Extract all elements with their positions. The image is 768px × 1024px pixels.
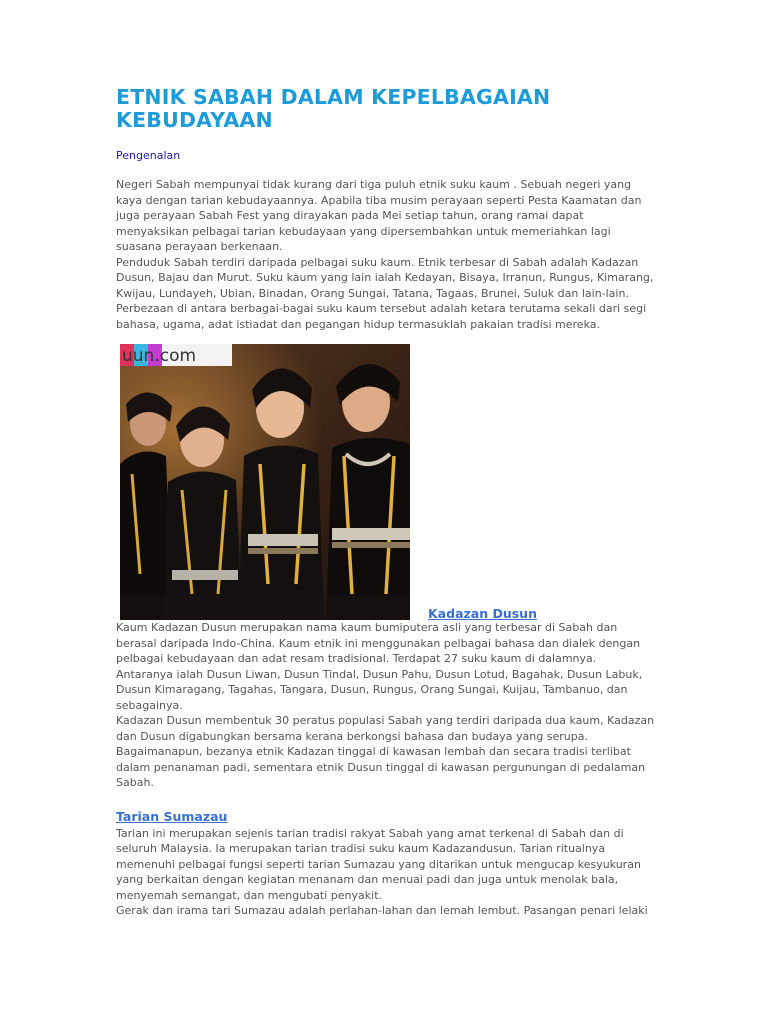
intro-section (116, 177, 656, 332)
dancers-photo (120, 344, 410, 620)
sumazau-paragraph: Gerak dan irama tari Sumazau adalah perlahan-lahan dan lemah lembut. Pasangan penari lelaki (116, 904, 648, 917)
intro-paragraph: Negeri Sabah mempunyai tidak kurang dari tiga puluh etnik suku kaum . Sebuah negeri yang kaya dengan tarian kebudayaannya. Apabila tiba musim perayaan seperti Pesta Kaamatan dan juga perayaan Sabah Fest yang dirayakan pada Mei setiap tahun, orang ramai dapat menyaksikan pelbagai tarian kebudayaan yang dipersembahkan untuk memeriahkan lagi suasana perayaan berkenaan. (116, 178, 642, 253)
tarian-sumazau-link[interactable]: Tarian Sumazau (116, 808, 228, 824)
page-title: ETNIK SABAH DALAM KEPELBAGAIAN KEBUDAYAAN (116, 85, 551, 132)
photo-watermark: uun.com (122, 346, 197, 366)
kadazan-paragraph: Kadazan Dusun membentuk 30 peratus populasi Sabah yang terdiri daripada dua kaum, Kadazan dan Dusun digabungkan bersama kerana berkongsi bahasa dan budaya yang serupa. Bagaimanapun, bezanya etnik Kadazan tinggal di kawasan lembah dan secara tradisi terlibat dalam penanaman padi, sementara etnik Dusun tinggal di kawasan pergunungan di pedalaman Sabah. (116, 714, 655, 789)
document-page (116, 86, 656, 919)
figure-row (116, 344, 656, 620)
section-label-pengenalan: Pengenalan (116, 149, 181, 162)
intro-paragraph: Penduduk Sabah terdiri daripada pelbagai suku kaum. Etnik terbesar di Sabah adalah Kadazan Dusun, Bajau dan Murut. Suku kaum yang lain ialah Kedayan, Bisaya, Irranun, Rungus, Kimarang, Kwijau, Lundayeh, Ubian, Binadan, Orang Sungai, Tatana, Tagaas, Brunei, Suluk dan lain-lain. (116, 255, 654, 300)
sumazau-section (116, 826, 656, 919)
kadazan-dusun-link[interactable]: Kadazan Dusun (428, 606, 537, 621)
kadazan-section (116, 620, 656, 791)
sumazau-paragraph: Tarian ini merupakan sejenis tarian tradisi rakyat Sabah yang amat terkenal di Sabah dan di seluruh Malaysia. Ia merupakan tarian tradisi suku kaum Kadazandusun. Tarian ritualnya memenuhi pelbagai fungsi seperti tarian Sumazau yang ditarikan untuk mengucap kesyukuran yang berkaitan dengan kegiatan menanam dan menuai padi dan juga untuk menolak bala, menyemah semangat, dan mengubati penyakit. (116, 826, 641, 902)
kadazan-paragraph: Kaum Kadazan Dusun merupakan nama kaum bumiputera asli yang terbesar di Sabah dan berasal daripada Indo-China. Kaum etnik ini menggunakan pelbagai bahasa dan dialek dengan pelbagai kebudayaan dan adat resam tradisional. Terdapat 27 suku kaum di dalamnya. Antaranya ialah Dusun Liwan, Dusun Tindal, Dusun Pahu, Dusun Lotud, Bagahak, Dusun Labuk, Dusun Kimaragang, Tagahas, Tangara, Dusun, Rungus, Orang Sungai, Kuijau, Tambanuo, dan sebagainya. (116, 621, 643, 712)
intro-paragraph: Perbezaan di antara berbagai-bagai suku kaum tersebut adalah ketara terutama sekali dari segi bahasa, ugama, adat istiadat dan pegangan hidup termasuklah pakaian tradisi mereka. (116, 302, 647, 331)
